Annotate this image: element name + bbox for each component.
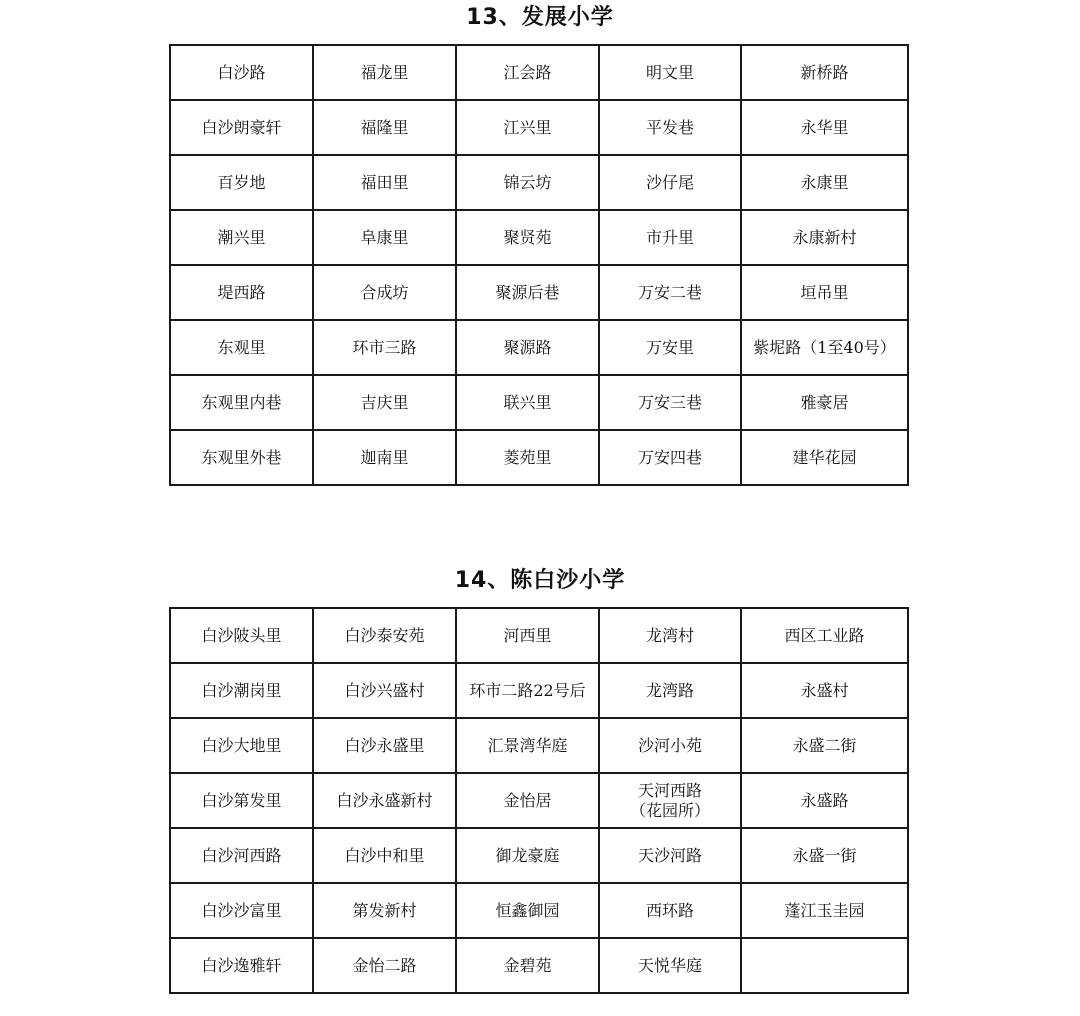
table-cell: 东观里 [170, 320, 313, 375]
table-cell [599, 773, 741, 828]
table-cell: 雅豪居 [741, 375, 908, 430]
table-cell: 白沙沙富里 [170, 883, 313, 938]
table-cell: 永盛二街 [741, 718, 908, 773]
table-cell: 白沙第发里 [170, 773, 313, 828]
table-cell: 金怡居 [456, 773, 599, 828]
table-cell: 福隆里 [313, 100, 456, 155]
table-cell: 天悦华庭 [599, 938, 741, 993]
table-row [170, 773, 908, 828]
table-row [170, 608, 908, 663]
table-row [170, 718, 908, 773]
table-cell: 永盛一街 [741, 828, 908, 883]
table-cell: 永盛村 [741, 663, 908, 718]
table-cell: 建华花园 [741, 430, 908, 485]
table-cell: 白沙永盛里 [313, 718, 456, 773]
table-cell: 御龙豪庭 [456, 828, 599, 883]
table-cell: 白沙泰安苑 [313, 608, 456, 663]
street-table-fazhan-primary [169, 44, 909, 486]
table-cell: 白沙河西路 [170, 828, 313, 883]
table-cell: 市升里 [599, 210, 741, 265]
table-row [170, 883, 908, 938]
table-cell [741, 938, 908, 993]
table-cell: 阜康里 [313, 210, 456, 265]
table-cell: 白沙潮岗里 [170, 663, 313, 718]
table-cell: 聚源路 [456, 320, 599, 375]
table-cell-line: 天河西路 [637, 780, 702, 800]
section-title-fazhan-primary: 13、发展小学 [466, 5, 614, 30]
table-cell: 永华里 [741, 100, 908, 155]
table-cell: 东观里内巷 [170, 375, 313, 430]
table-cell: 白沙路 [170, 45, 313, 100]
table-cell: 沙河小苑 [599, 718, 741, 773]
table-cell: 菱苑里 [456, 430, 599, 485]
table-cell: 西环路 [599, 883, 741, 938]
table-cell: 百岁地 [170, 155, 313, 210]
table-cell: 龙湾路 [599, 663, 741, 718]
table-cell: 永盛路 [741, 773, 908, 828]
table-row [170, 210, 908, 265]
section-title-chenbaisha-primary: 14、陈白沙小学 [454, 568, 626, 593]
table-row [170, 938, 908, 993]
table-cell: 垣吊里 [741, 265, 908, 320]
table-cell: 白沙朗豪轩 [170, 100, 313, 155]
table-cell: 江会路 [456, 45, 599, 100]
table-row [170, 320, 908, 375]
table-cell: 环市二路22号后 [456, 663, 599, 718]
table-cell: 白沙逸雅轩 [170, 938, 313, 993]
table-cell: 永康新村 [741, 210, 908, 265]
table-cell-line: （花园所） [629, 800, 710, 820]
table-cell: 万安三巷 [599, 375, 741, 430]
table-cell: 万安二巷 [599, 265, 741, 320]
table-cell: 环市三路 [313, 320, 456, 375]
table-row [170, 100, 908, 155]
table-cell: 聚源后巷 [456, 265, 599, 320]
table-cell: 聚贤苑 [456, 210, 599, 265]
table-cell: 龙湾村 [599, 608, 741, 663]
table-cell: 堤西路 [170, 265, 313, 320]
table-row [170, 663, 908, 718]
table-cell: 吉庆里 [313, 375, 456, 430]
table-cell: 联兴里 [456, 375, 599, 430]
table-row [170, 155, 908, 210]
table-cell: 西区工业路 [741, 608, 908, 663]
table-cell: 永康里 [741, 155, 908, 210]
table-cell: 平发巷 [599, 100, 741, 155]
table-cell: 白沙陂头里 [170, 608, 313, 663]
table-cell: 万安里 [599, 320, 741, 375]
table-cell: 福龙里 [313, 45, 456, 100]
table-cell: 蓬江玉圭园 [741, 883, 908, 938]
table-cell: 合成坊 [313, 265, 456, 320]
table-cell: 第发新村 [313, 883, 456, 938]
table-row [170, 375, 908, 430]
table-cell: 东观里外巷 [170, 430, 313, 485]
table-row [170, 828, 908, 883]
table-cell: 福田里 [313, 155, 456, 210]
table-cell: 汇景湾华庭 [456, 718, 599, 773]
table-row [170, 265, 908, 320]
table-cell: 紫坭路（1至40号） [741, 320, 908, 375]
table-cell: 白沙大地里 [170, 718, 313, 773]
table-cell: 金碧苑 [456, 938, 599, 993]
table-cell: 锦云坊 [456, 155, 599, 210]
table-cell: 明文里 [599, 45, 741, 100]
street-table-chenbaisha-primary [169, 607, 909, 994]
table-cell: 白沙兴盛村 [313, 663, 456, 718]
table-cell: 沙仔尾 [599, 155, 741, 210]
table-row [170, 45, 908, 100]
table-cell: 金怡二路 [313, 938, 456, 993]
table-row [170, 430, 908, 485]
table-cell: 河西里 [456, 608, 599, 663]
table-cell: 新桥路 [741, 45, 908, 100]
table-cell: 天沙河路 [599, 828, 741, 883]
table-cell: 潮兴里 [170, 210, 313, 265]
table-cell: 白沙中和里 [313, 828, 456, 883]
table-cell: 江兴里 [456, 100, 599, 155]
table-cell: 万安四巷 [599, 430, 741, 485]
table-cell: 恒鑫御园 [456, 883, 599, 938]
table-cell: 白沙永盛新村 [313, 773, 456, 828]
table-cell: 迦南里 [313, 430, 456, 485]
